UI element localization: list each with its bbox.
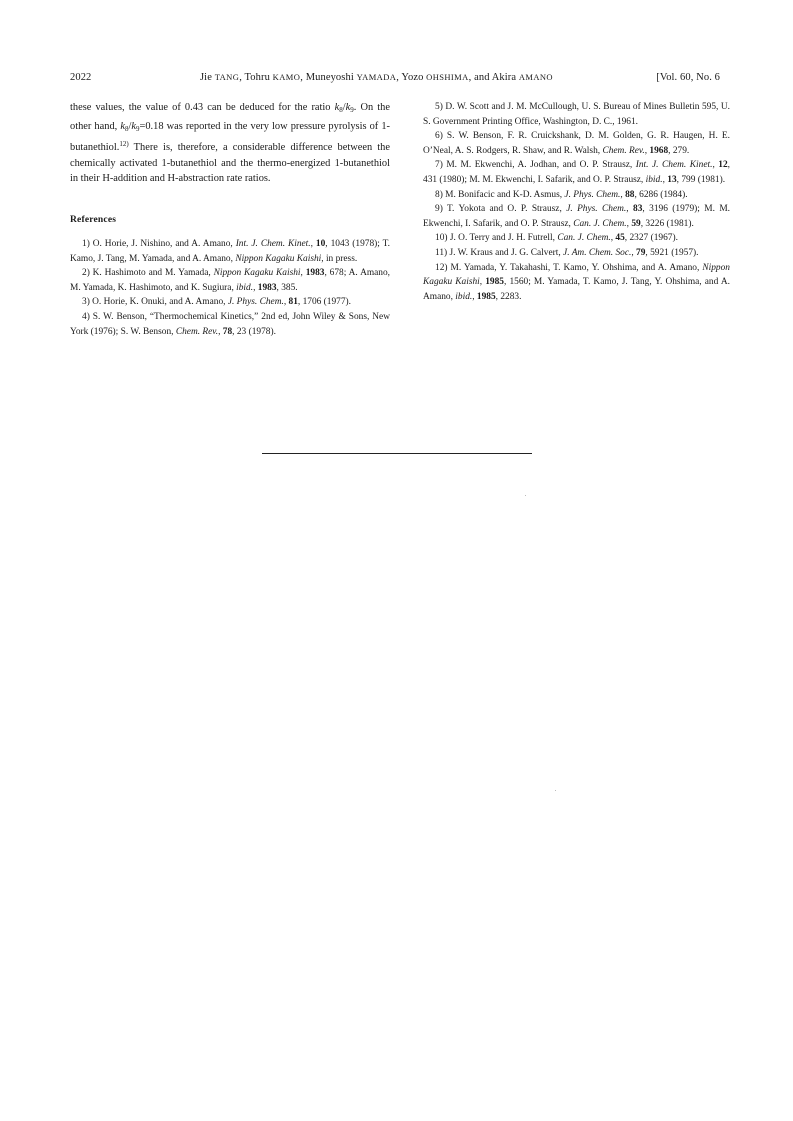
body-paragraph: these values, the value of 0.43 can be deduced for the ratio $k_8/k_9$. On the other hand, $k_8/k_9=0.18$ was reported in the very low pressure pyrolysis of 1-butanethiol.$^{12)}$ There is, therefore, a considerable difference between the chemically activated 1-butanethiol and the thermo-energized 1-butanethiol in their H-addition and H-abstraction rate ratios. bbox=[70, 102, 391, 184]
reference-item: 4) S. W. Benson, “Thermochemical Kinetics,” 2nd ed, John Wiley & Sons, New York (1976); S. W. Benson, Chem. Rev., 78, 23 (1978). bbox=[70, 311, 390, 337]
volume-info: [Vol. 60, No. 6 bbox=[656, 72, 720, 83]
left-column bbox=[70, 100, 390, 339]
scan-speck bbox=[525, 495, 526, 496]
reference-item: 9) T. Yokota and O. P. Strausz, J. Phys. Chem., 83, 3196 (1979); M. M. Ekwenchi, I. Safarik, and O. P. Strausz, Can. J. Chem., 59, 3226 (1981). bbox=[423, 204, 731, 229]
reference-item: 6) S. W. Benson, F. R. Cruickshank, D. M. Golden, G. R. Haugen, H. E. O’Neal, A. S. Rodgers, R. Shaw, and R. Walsh, Chem. Rev., 1968, 279. bbox=[423, 131, 730, 156]
references-list-right bbox=[423, 100, 730, 304]
references-heading: References bbox=[70, 214, 117, 225]
citation-superscript: 12) bbox=[119, 140, 129, 148]
scan-speck bbox=[555, 790, 556, 791]
references-list-left bbox=[70, 237, 390, 339]
reference-item: 2) K. Hashimoto and M. Yamada, Nippon Kagaku Kaishi, 1983, 678; A. Amano, M. Yamada, K. Hashimoto, and K. Sugiura, ibid., 1983, 385. bbox=[70, 268, 391, 293]
author-1: Jie TANG bbox=[200, 72, 240, 83]
reference-item: 7) M. M. Ekwenchi, A. Jodhan, and O. P. Strausz, Int. J. Chem. Kinet., 12, 431 (1980); M. M. Ekwenchi, I. Safarik, and O. P. Strausz, ibid., 13, 799 (1981). bbox=[423, 160, 731, 185]
reference-item: 12) M. Yamada, Y. Takahashi, T. Kamo, Y. Ohshima, and A. Amano, Nippon Kagaku Kaishi, 1985, 1560; M. Yamada, T. Kamo, J. Tang, Y. Ohshima, and A. Amano, ibid., 1985, 2283. bbox=[423, 262, 731, 302]
author-4: Yozo OHSHIMA bbox=[401, 72, 469, 83]
page-number: 2022 bbox=[70, 72, 92, 83]
reference-item: 10) J. O. Terry and J. H. Futrell, Can. J. Chem., 45, 2327 (1967). bbox=[435, 233, 678, 244]
author-2: Tohru KAMO bbox=[244, 72, 301, 83]
author-5: and Akira AMANO bbox=[474, 72, 553, 83]
right-column bbox=[423, 100, 730, 304]
running-authors: Jie TANG, Tohru KAMO, Muneyoshi YAMADA, Yozo OHSHIMA, and Akira AMANO bbox=[200, 72, 553, 83]
author-3: Muneyoshi YAMADA bbox=[305, 72, 397, 83]
running-header bbox=[70, 72, 720, 88]
reference-item: 3) O. Horie, K. Onuki, and A. Amano, J. Phys. Chem., 81, 1706 (1977). bbox=[82, 297, 351, 308]
reference-item: 5) D. W. Scott and J. M. McCullough, U. S. Bureau of Mines Bulletin 595, U. S. Government Printing Office, Washington, D. C., 1961. bbox=[423, 102, 730, 127]
end-rule bbox=[262, 453, 532, 454]
reference-item: 8) M. Bonifacic and K-D. Asmus, J. Phys. Chem., 88, 6286 (1984). bbox=[435, 189, 688, 200]
reference-item: 11) J. W. Kraus and J. G. Calvert, J. Am. Chem. Soc., 79, 5921 (1957). bbox=[435, 247, 699, 258]
reference-item: 1) O. Horie, J. Nishino, and A. Amano, Int. J. Chem. Kinet., 10, 1043 (1978); T. Kamo, J. Tang, M. Yamada, and A. Amano, Nippon Kagaku Kaishi, in press. bbox=[70, 239, 390, 264]
